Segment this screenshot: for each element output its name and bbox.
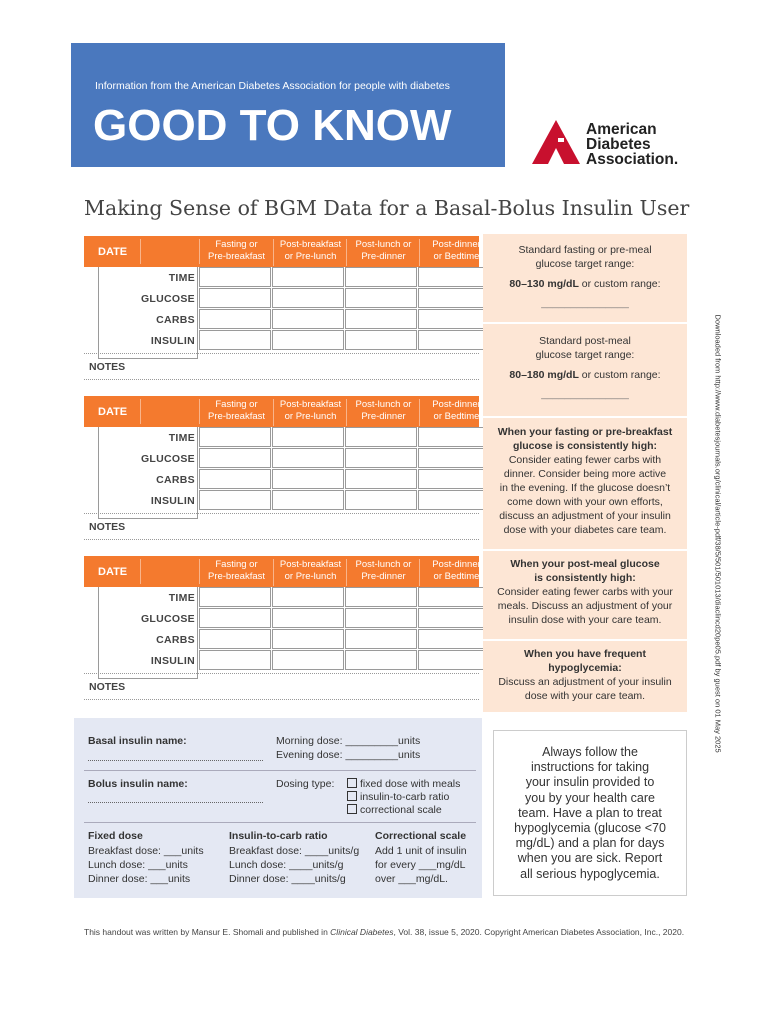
row-label: INSULIN [150,335,195,347]
panel-divider [483,322,687,324]
notes-divider [84,673,479,674]
text-line: come down with your own efforts, [507,496,663,508]
fixed-dose-section: Fixed dose Breakfast dose: ___units Lunch dose: ___units Dinner dose: ___units [88,830,204,885]
log-entry-cell[interactable] [199,330,271,350]
log-entry-cell[interactable] [272,288,344,308]
checkbox-icon[interactable] [347,791,357,801]
log-entry-cell[interactable] [199,309,271,329]
log-entry-cell[interactable] [418,309,490,329]
row-label: CARBS [156,634,195,646]
log-entry-cell[interactable] [418,608,490,628]
footer-citation: This handout was written by Mansur E. Shomali and published in Clinical Diabetes, Vol. 38, issue 5, 2020. Copyright American Diabetes Association, Inc., 2020. [84,927,685,937]
log-entry-cell[interactable] [272,608,344,628]
log-entry-cell[interactable] [418,288,490,308]
basal-insulin-label: Basal insulin name: [88,735,187,747]
basal-insulin-name-line[interactable] [88,760,263,761]
notes-line[interactable] [84,539,479,540]
text-line: over ___mg/dL. [375,873,448,885]
banner-subtitle: Information from the American Diabetes Association for people with diabetes [95,80,450,92]
text-line: discuss an adjustment of your insulin [499,510,671,522]
log-entry-cell[interactable] [199,267,271,287]
text-line: team. Have a plan to treat [518,805,662,820]
header-banner [71,43,505,167]
box-divider [84,822,476,823]
log-header [84,556,479,587]
text-line: Lunch dose: ____units/g [229,859,344,871]
panel-divider [483,639,687,641]
text-line: when you are sick. Report [517,851,663,866]
log-entry-cell[interactable] [345,469,417,489]
text-line: Consider eating fewer carbs with your [497,586,673,598]
text-line: dinner. Consider being more active [503,468,667,480]
fasting-range-text: Standard fasting or pre-meal glucose target range: [518,244,652,270]
fasting-high-tip: When your fasting or pre-breakfast glucose is consistently high: Consider eating fewer carbs with dinner. Consider being more active in the evening. If the glucose doesn’t come down with your own efforts, discuss an adjustment of your insulin dose with your diabetes care team. [483,425,687,537]
row-label: CARBS [156,474,195,486]
checkbox-icon[interactable] [347,804,357,814]
log-row [84,309,479,330]
log-row [84,427,479,448]
log-entry-cell[interactable] [418,587,490,607]
correctional-section: Correctional scale Add 1 unit of insulin for every ___mg/dL over ___mg/dL. [375,830,467,885]
column-header: Post-dinner or Bedtime [419,559,493,586]
notes-line[interactable] [84,379,479,380]
log-entry-cell[interactable] [418,629,490,649]
ada-logo [532,120,679,171]
hypo-tip: When you have frequent hypoglycemia: Discuss an adjustment of your insulin dose with your care team. [483,647,687,703]
date-label: DATE [98,406,128,418]
morning-dose[interactable]: Morning dose: _________units [276,735,421,747]
date-entry-cell[interactable] [140,559,200,584]
log-entry-cell[interactable] [272,309,344,329]
text-line: Always follow the [542,745,638,759]
log-entry-cell[interactable] [418,427,490,447]
download-note: Downloaded from http://www.diabetesjournals.org/clinical/article-pdf/38/5/501/501013/diaclincd20pe05.pdf by guest on 01 May 2025 [713,314,723,753]
log-row [84,490,479,511]
log-entry-cell[interactable] [199,469,271,489]
log-entry-cell[interactable] [418,490,490,510]
option-fixed-dose[interactable]: fixed dose with meals [347,777,460,791]
log-entry-cell[interactable] [345,427,417,447]
option-ratio[interactable]: insulin-to-carb ratio [347,790,449,804]
checkbox-icon[interactable] [347,778,357,788]
log-entry-cell[interactable] [199,448,271,468]
row-label: GLUCOSE [140,613,195,625]
log-row [84,608,479,629]
box-divider [84,770,476,771]
text-line: Consider eating fewer carbs with [508,454,662,466]
log-entry-cell[interactable] [272,267,344,287]
column-header: Post-breakfast or Pre-lunch [273,399,347,426]
log-row [84,629,479,650]
insulin-info-box [74,718,482,898]
text-line: Discuss an adjustment of your insulin [498,676,672,688]
guidance-panel [483,234,687,712]
column-header: Post-breakfast or Pre-lunch [273,559,347,586]
text-line: you by your health care [525,790,655,805]
fasting-range-value: 80–130 mg/dL or custom range: [509,278,661,290]
log-entry-cell[interactable] [345,288,417,308]
row-label: TIME [168,272,195,284]
logo-wordmark: American Diabetes Association. [586,121,679,168]
notes-label: NOTES [89,521,126,533]
row-label: CARBS [156,314,195,326]
log-entry-cell[interactable] [345,490,417,510]
date-entry-cell[interactable] [140,239,200,264]
date-label: DATE [98,566,128,578]
text-line: instructions for taking [530,760,650,775]
page-title: Making Sense of BGM Data for a Basal-Bolus Insulin User [84,196,690,220]
column-header: Post-lunch or Pre-dinner [346,559,420,586]
row-label: INSULIN [150,495,195,507]
column-header: Post-lunch or Pre-dinner [346,399,420,426]
log-entry-cell[interactable] [199,608,271,628]
column-header: Fasting or Pre-breakfast [207,399,266,422]
row-label: GLUCOSE [140,293,195,305]
log-row [84,330,479,351]
text-line: for every ___mg/dL [375,859,466,871]
column-header: Fasting or Pre-breakfast [207,239,266,262]
panel-divider [483,416,687,418]
bolus-insulin-name-line[interactable] [88,802,263,803]
notes-divider [84,513,479,514]
row-label: GLUCOSE [140,453,195,465]
log-entry-cell[interactable] [345,448,417,468]
ada-logo-icon [532,120,580,166]
post-range-text: Standard post-meal glucose target range: [535,335,635,361]
log-entry-cell[interactable] [272,330,344,350]
log-entry-cell[interactable] [272,587,344,607]
log-entry-cell[interactable] [199,490,271,510]
column-header: Post-lunch or Pre-dinner [346,239,420,266]
text-line: dose with your diabetes care team. [503,524,667,536]
date-label: DATE [98,246,128,258]
column-header: Post-dinner or Bedtime [419,399,493,426]
log-entry-cell[interactable] [199,629,271,649]
log-entry-cell[interactable] [345,650,417,670]
log-row [84,650,479,671]
glucose-log-block [84,556,479,706]
log-entry-cell[interactable] [199,650,271,670]
log-entry-cell[interactable] [272,629,344,649]
column-header: Post-dinner or Bedtime [419,239,493,266]
log-entry-cell[interactable] [418,267,490,287]
log-entry-cell[interactable] [418,330,490,350]
log-row [84,448,479,469]
text-line: insulin dose with your care team. [508,614,662,626]
log-entry-cell[interactable] [418,650,490,670]
text-line: Dinner dose: ____units/g [229,873,346,885]
dosing-type-label: Dosing type: [276,778,335,790]
text-line: Lunch dose: ___units [88,859,188,871]
banner-headline: GOOD TO KNOW [93,101,452,150]
text-line: hypoglycemia (glucose <70 [514,821,666,836]
log-row [84,469,479,490]
evening-dose[interactable]: Evening dose: _________units [276,749,421,761]
text-line: in the evening. If the glucose doesn’t [499,482,671,494]
log-entry-cell[interactable] [345,629,417,649]
log-entry-cell[interactable] [345,608,417,628]
notes-label: NOTES [89,681,126,693]
log-row [84,587,479,608]
panel-divider [483,549,687,551]
notes-line[interactable] [84,699,479,700]
post-high-tip: When your post-meal glucose is consistently high: Consider eating fewer carbs with your meals. Discuss an adjustment of your insulin dose with your care team. [483,557,687,627]
post-custom-blank: _______________ [541,388,629,400]
text-line: your insulin provided to [525,775,655,790]
log-entry-cell[interactable] [272,469,344,489]
text-line: meals. Discuss an adjustment of your [497,600,673,612]
glucose-log-block [84,396,479,546]
row-label: TIME [168,432,195,444]
ratio-section: Insulin-to-carb ratio Breakfast dose: ____units/g Lunch dose: ____units/g Dinner dose: ____units/g [229,830,360,885]
text-line: Breakfast dose: ____units/g [229,845,360,857]
log-entry-cell[interactable] [272,427,344,447]
text-line: Add 1 unit of insulin [375,845,467,857]
log-entry-cell[interactable] [199,288,271,308]
log-entry-cell[interactable] [345,309,417,329]
post-range-value: 80–180 mg/dL or custom range: [509,369,661,381]
column-header: Post-breakfast or Pre-lunch [273,239,347,266]
log-entry-cell[interactable] [272,650,344,670]
log-row [84,288,479,309]
log-header [84,396,479,427]
log-row [84,267,479,288]
bolus-insulin-label: Bolus insulin name: [88,778,188,790]
row-label: TIME [168,592,195,604]
log-entry-cell[interactable] [199,587,271,607]
log-entry-cell[interactable] [345,587,417,607]
row-label: INSULIN [150,655,195,667]
log-header [84,236,479,267]
text-line: Breakfast dose: ___units [88,845,204,857]
safety-reminder-text [494,745,686,882]
log-entry-cell[interactable] [272,490,344,510]
glucose-log-block [84,236,479,386]
log-entry-cell[interactable] [199,427,271,447]
log-entry-cell[interactable] [345,267,417,287]
text-line: all serious hypoglycemia. [520,866,660,881]
option-correctional[interactable]: correctional scale [347,803,442,817]
log-entry-cell[interactable] [418,469,490,489]
date-entry-cell[interactable] [140,399,200,424]
safety-reminder-box [493,730,687,896]
text-line: dose with your care team. [524,690,646,702]
log-entry-cell[interactable] [345,330,417,350]
log-entry-cell[interactable] [272,448,344,468]
notes-divider [84,353,479,354]
notes-label: NOTES [89,361,126,373]
text-line: mg/dL) and a plan for days [515,836,665,851]
text-line: Dinner dose: ___units [88,873,191,885]
log-entry-cell[interactable] [418,448,490,468]
column-header: Fasting or Pre-breakfast [207,559,266,582]
fasting-custom-blank: _______________ [541,297,629,309]
